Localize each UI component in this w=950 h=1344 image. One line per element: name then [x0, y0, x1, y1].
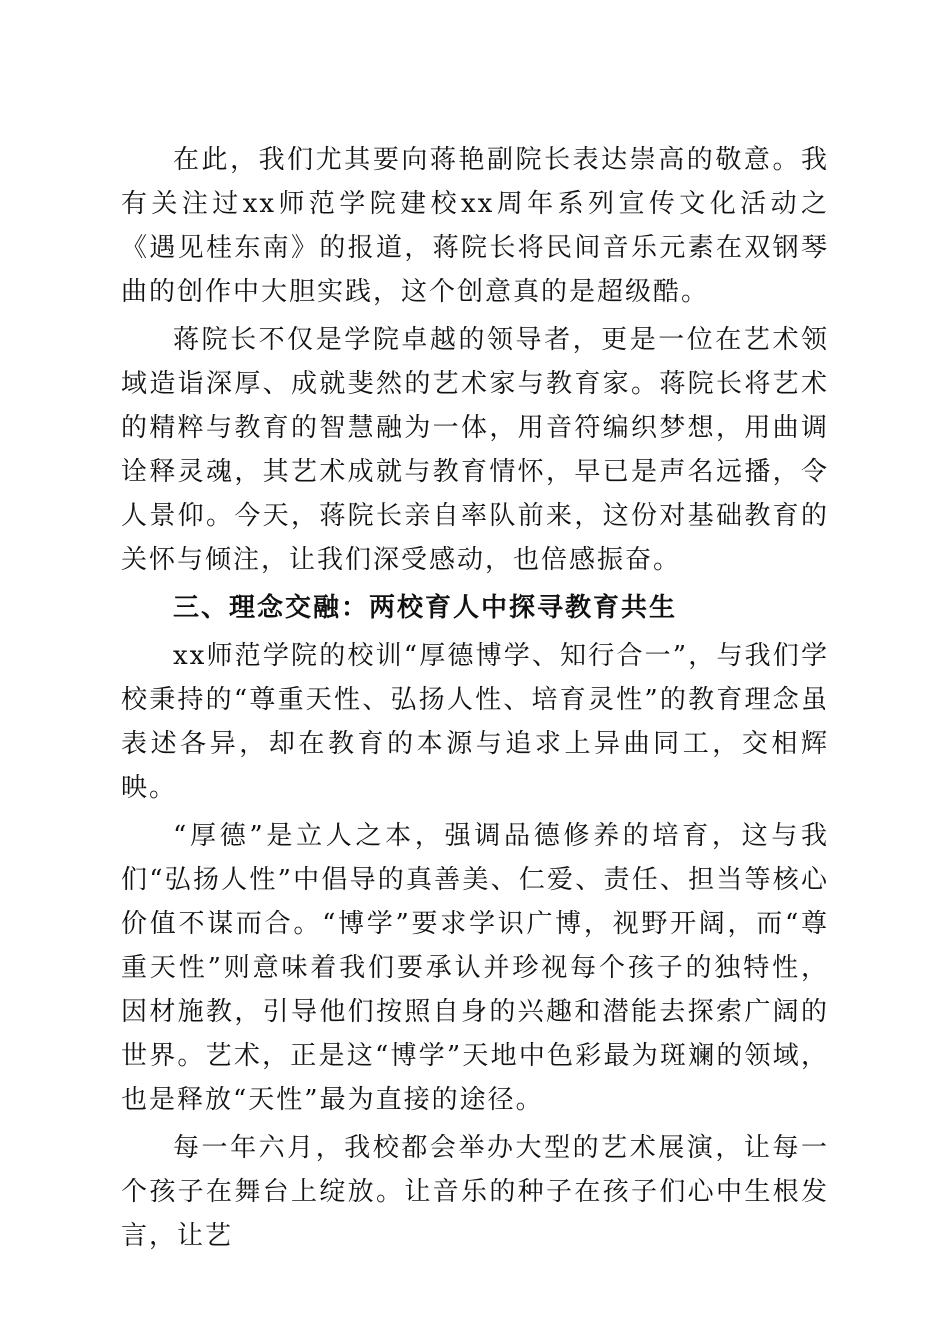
paragraph-jiang-achievements: 蒋院长不仅是学院卓越的领导者，更是一位在艺术领域造诣深厚、成就斐然的艺术家与教育家。蒋院长将艺术的精粹与教育的智慧融为一体，用音符编织梦想，用曲调诠释灵魂，其艺术成就与教育情怀，早已是声名远播，令人景仰。今天，蒋院长亲自率队前来，这份对基础教育的关怀与倾注，让我们深受感动，也倍感振奋。 — [121, 325, 829, 575]
paragraph-respect-jiang: 在此，我们尤其要向蒋艳副院长表达崇高的敬意。我有关注过xx师范学院建校xx周年系列宣传文化活动之《遇见桂东南》的报道，蒋院长将民间音乐元素在双钢琴曲的创作中大胆实践，这个创意真的是超级酷。 — [121, 145, 829, 307]
section-heading: 三、理念交融：两校育人中探寻教育共生 — [173, 593, 678, 623]
document-body — [121, 138, 829, 1262]
paragraph-school-motto: xx师范学院的校训“厚德博学、知行合一”，与我们学校秉持的“尊重天性、弘扬人性、培育灵性”的教育理念虽表述各异，却在教育的本源与追求上异曲同工，交相辉映。 — [121, 641, 829, 803]
paragraph-houde-boxue: “厚德”是立人之本，强调品德修养的培育，这与我们“弘扬人性”中倡导的真善美、仁爱、责任、担当等核心价值不谋而合。“博学”要求学识广博，视野开阔，而“尊重天性”则意味着我们要承认并珍视每个孩子的独特性，因材施教，引导他们按照自身的兴趣和潜能去探索广阔的世界。艺术，正是这“博学”天地中色彩最为斑斓的领域，也是释放“天性”最为直接的途径。 — [121, 821, 829, 1115]
paragraph-art-show: 每一年六月，我校都会举办大型的艺术展演，让每一个孩子在舞台上绽放。让音乐的种子在孩子们心中生根发言，让艺 — [121, 1133, 829, 1251]
